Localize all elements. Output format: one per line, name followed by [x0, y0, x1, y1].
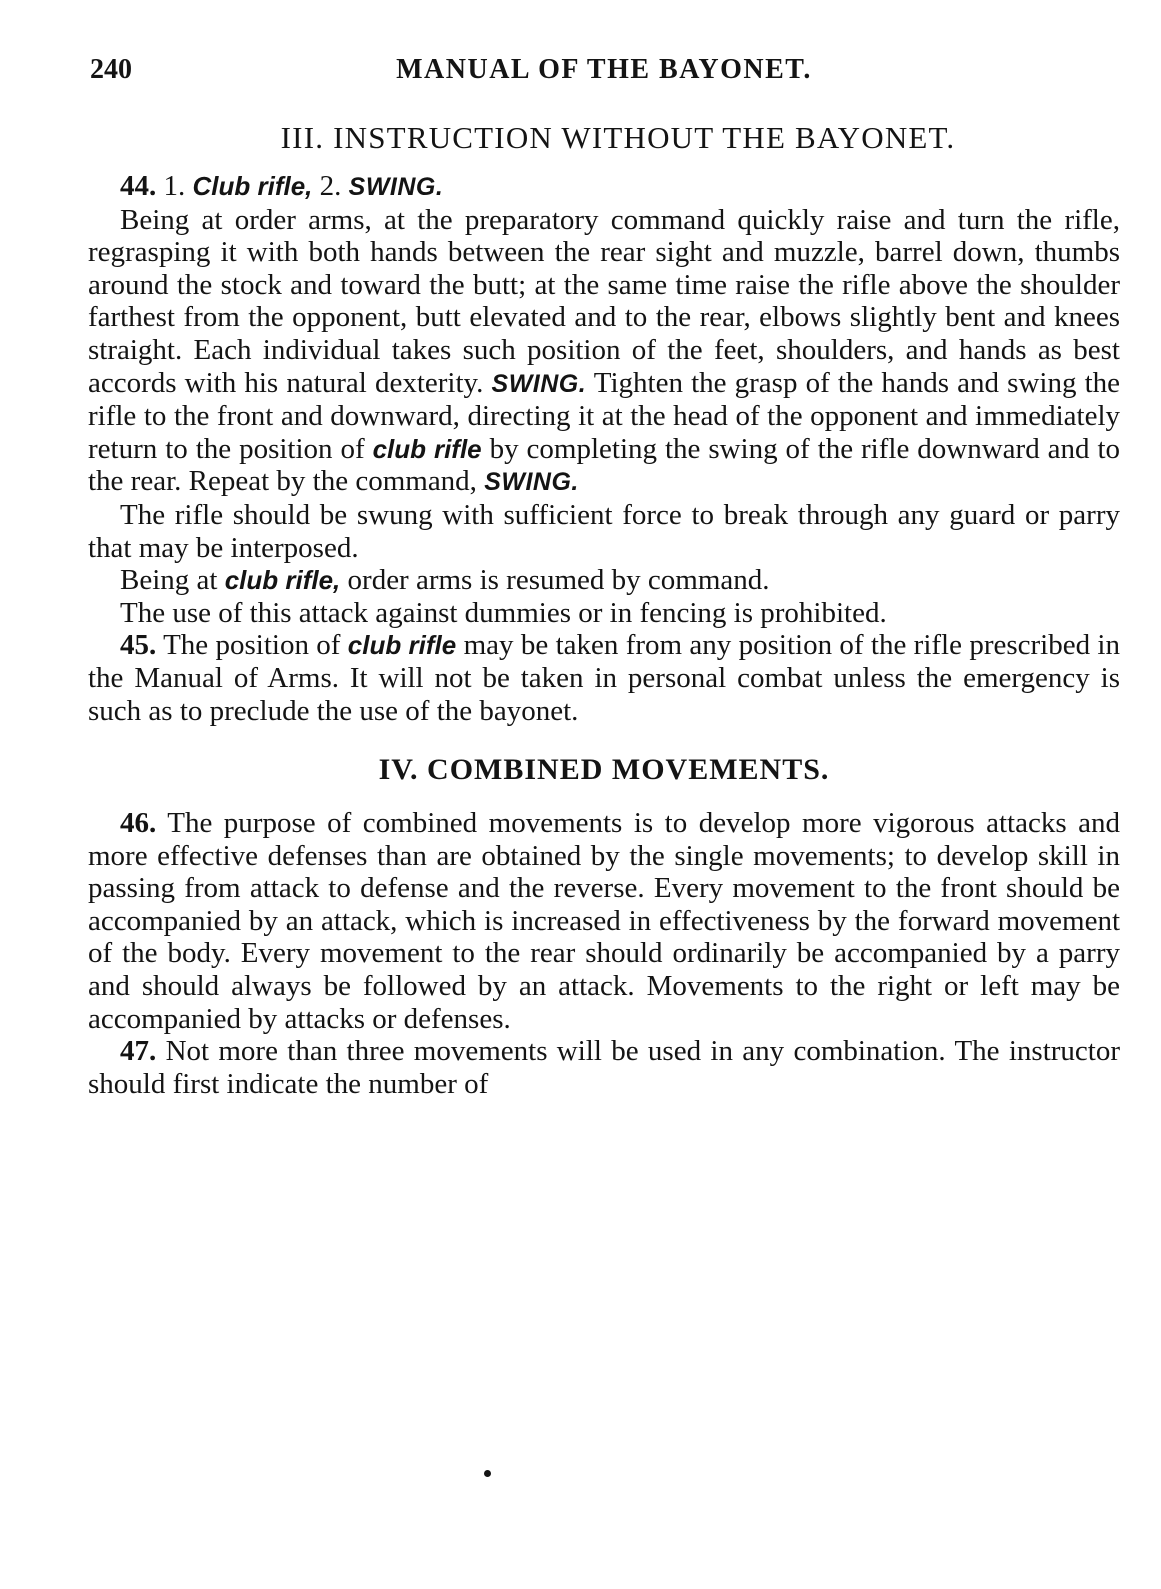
paragraph-46	[88, 807, 1120, 1035]
text-run: Being at	[120, 564, 225, 597]
print-dot-mark	[484, 1470, 491, 1477]
running-head	[88, 50, 1120, 92]
text-run: by completing the swing of the rifle downward and to the rear. Repeat by the command,	[88, 432, 1121, 498]
text-run: order arms is resumed by command.	[340, 564, 770, 597]
command-club-rifle: Club rifle,	[192, 171, 313, 201]
command-prefix: 1.	[156, 170, 193, 202]
text-run: may be taken from any position of the rifle prescribed in the Manual of Arms. It will not be taken in personal combat unless the emergency is such as to preclude the use of the bayonet.	[88, 629, 1120, 727]
section-heading-iii: III. INSTRUCTION WITHOUT THE BAYONET.	[280, 120, 956, 155]
paragraph-number-47: 47.	[120, 1035, 157, 1068]
command-mid: 2.	[312, 170, 349, 202]
paragraph-prohibited: The use of this attack against dummies or in fencing is prohibited.	[120, 596, 887, 629]
command-swing-inline: SWING.	[484, 468, 579, 497]
term-club-rifle: club rifle	[347, 630, 457, 661]
paragraph-resume	[88, 564, 1120, 597]
book-page	[88, 50, 1120, 1100]
command-swing: SWING.	[348, 173, 444, 201]
paragraph-45	[88, 629, 1120, 727]
paragraph-number-46: 46.	[120, 807, 157, 840]
running-head-title: MANUAL OF THE BAYONET.	[396, 54, 812, 85]
term-club-rifle: club rifle,	[224, 565, 341, 596]
paragraph-number-45: 45.	[120, 629, 157, 662]
text-run: Not more than three movements will be used in any combination. The instructor should first indicate the number of	[88, 1035, 1120, 1100]
page-number: 240	[90, 54, 132, 85]
command-swing-inline: SWING.	[491, 369, 587, 398]
text-run: Being at order arms, at the preparatory command quickly raise and turn the rifle, regrasping it with both hands between the rear sight and muzzle, barrel down, thumbs around the stock and toward the butt; at the same time raise the rifle above the shoulder farthest from the opponent, butt elevated and to the rear, elbows slightly bent and knees straight. Each individual takes such position of the feet, shoulders, and hands as best accords with his natural dexterity.	[88, 203, 1120, 399]
paragraph-force: The rifle should be swung with sufficient force to break through any guard or parry that may be interposed.	[88, 498, 1120, 564]
term-club-rifle: club rifle	[372, 433, 482, 464]
text-run: Tighten the grasp of the hands and swing the rifle to the front and downward, directing it at the head of the opponent and immediately return to the position of	[88, 366, 1120, 465]
section-heading-iv: IV. COMBINED MOVEMENTS.	[378, 753, 830, 787]
paragraph-44-body	[88, 204, 1120, 499]
text-run: The purpose of combined movements is to develop more vigorous attacks and more effective defenses than are obtained by the single movements; to develop skill in passing from attack to defense and the reverse. Every movement to the front should be accompanied by an attack, which is increased in effectiveness by the forward movement of the body. Every movement to the rear should ordinarily be accompanied by a parry and should always be followed by an attack. Movements to the right or left may be accompanied by attacks or defenses.	[88, 807, 1120, 1035]
text-run: The position of	[156, 629, 348, 662]
paragraph-47	[88, 1035, 1120, 1100]
paragraph-44-command	[88, 170, 1120, 204]
paragraph-number-44: 44.	[120, 170, 157, 202]
